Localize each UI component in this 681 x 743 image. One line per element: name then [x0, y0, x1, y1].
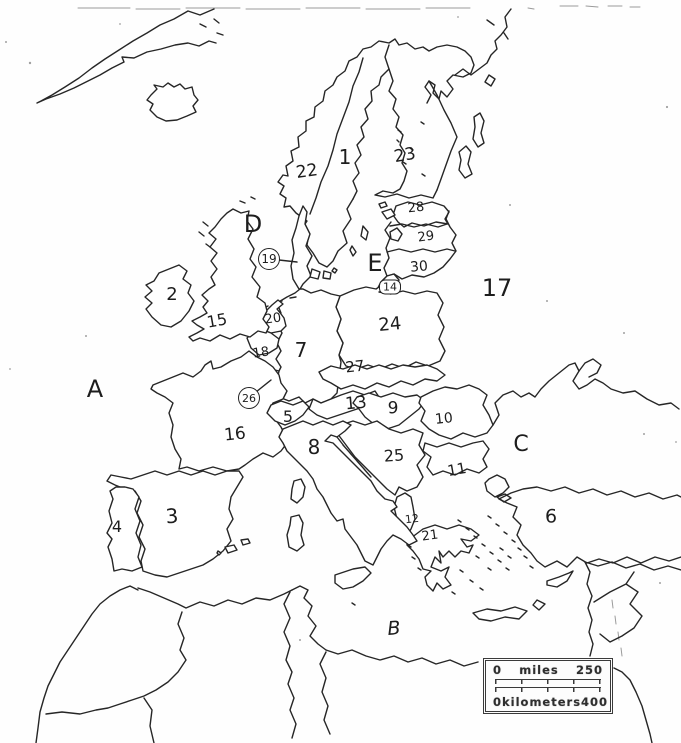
label-spain: 3	[164, 503, 180, 529]
label-estonia: 28	[406, 199, 426, 217]
label-latvia: 29	[416, 228, 436, 246]
scale-km-max: 400	[581, 694, 609, 709]
scale-miles-zero: 0	[493, 663, 503, 677]
label-austria: 13	[344, 392, 368, 415]
label-turkey: 6	[544, 505, 558, 528]
label-germany: 7	[294, 338, 308, 362]
label-albania: 12	[404, 511, 420, 527]
label-bulgaria: 11	[445, 458, 468, 481]
label-belgium: 18	[251, 344, 271, 362]
label-black-sea: C	[513, 432, 529, 457]
label-ireland: 2	[166, 284, 178, 305]
label-mediterranean-sea: B	[386, 617, 402, 640]
label-switzerland: 5	[282, 407, 294, 426]
label-kaliningrad: 14	[379, 280, 401, 295]
scale-km-row	[493, 694, 609, 709]
label-baltic-sea: E	[367, 249, 383, 277]
label-norway: 22	[294, 160, 320, 183]
label-north-sea: D	[243, 210, 263, 238]
label-luxembourg: 26	[238, 387, 260, 409]
scale-km-ruler	[495, 687, 601, 693]
label-poland: 24	[377, 313, 403, 336]
label-netherlands: 20	[263, 310, 283, 328]
label-france: 16	[223, 423, 247, 446]
label-denmark: 19	[258, 248, 280, 270]
label-romania: 10	[434, 410, 454, 428]
scale-miles-label: miles	[519, 663, 559, 677]
label-sweden: 1	[338, 145, 352, 169]
label-greece: 21	[420, 527, 440, 545]
scale-miles-max: 250	[575, 663, 603, 677]
label-yugoslavia: 25	[383, 445, 405, 466]
scale-miles-ruler	[495, 679, 601, 685]
label-italy: 8	[307, 435, 321, 459]
label-united-kingdom: 15	[205, 309, 229, 332]
label-portugal: 4	[111, 517, 123, 536]
label-czechoslovakia: 27	[344, 356, 366, 377]
scale-km-zero: 0	[493, 694, 503, 709]
label-hungary: 9	[387, 398, 399, 419]
label-atlantic-ocean: A	[86, 375, 104, 403]
scale-km-label: kilometers	[502, 694, 582, 709]
label-russia: 17	[481, 274, 513, 302]
scale-bar	[483, 658, 613, 714]
scale-miles-row	[493, 663, 603, 677]
label-finland: 23	[392, 143, 418, 168]
label-lithuania: 30	[409, 258, 429, 276]
